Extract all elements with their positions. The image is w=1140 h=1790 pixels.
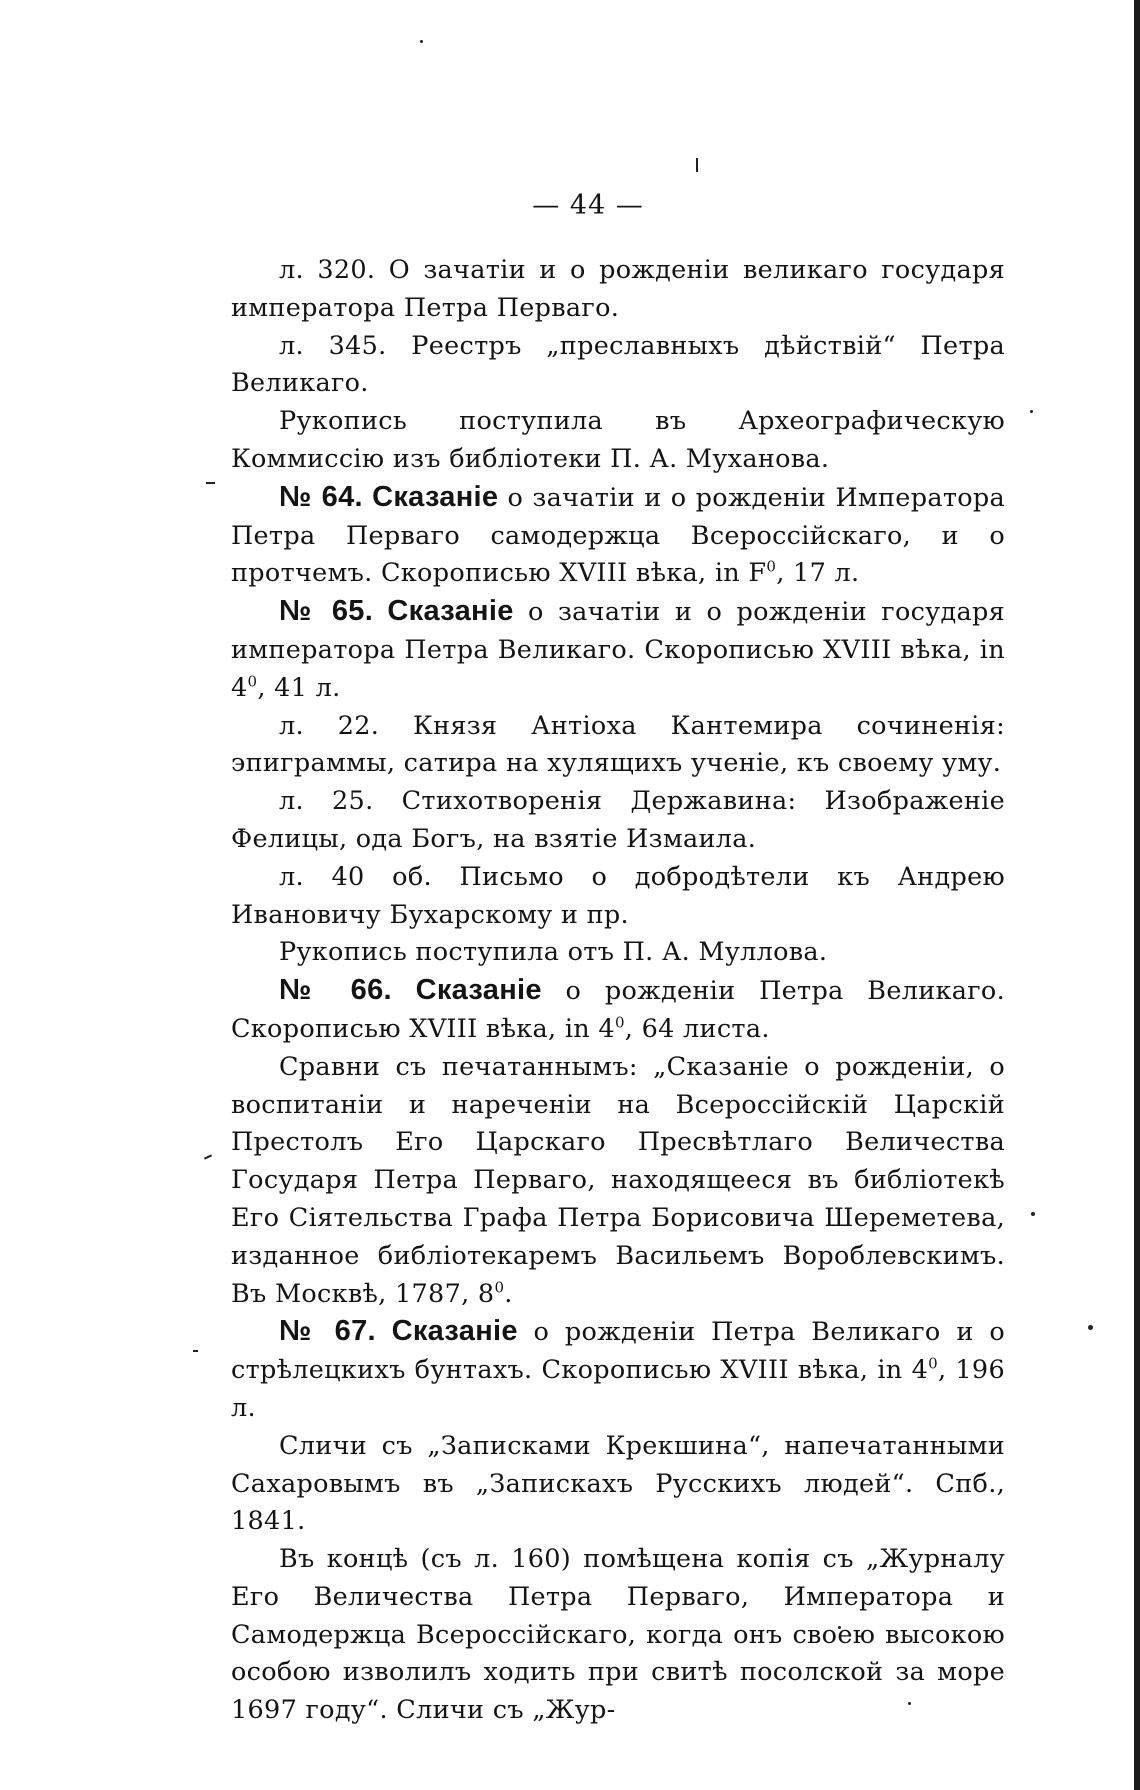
entry-number: № 67.	[279, 1315, 376, 1348]
scan-speck	[193, 1350, 198, 1352]
entry-paragraph	[231, 934, 1005, 972]
scan-speck	[204, 1154, 212, 1159]
catalog-entry-66	[231, 972, 1005, 1049]
paragraph-text: л. 40 об. Письмо о добродѣтели къ Андрею Ивановичу Бухарскому и пр.	[231, 861, 1005, 930]
paragraph-text: Рукопись поступила отъ П. А. Муллова.	[279, 937, 828, 968]
catalog-entry-65	[231, 593, 1005, 707]
degree-superscript: 0	[494, 1278, 505, 1297]
paragraph-text: л. 345. Реестръ „преславныхъ дѣйствій“ Петра Великаго.	[231, 330, 1005, 399]
paragraph-text: л. 22. Князя Антіоха Кантемира сочиненія: эпиграммы, сатира на хулящихъ ученіе, къ своему уму.	[231, 710, 1005, 779]
entry-paragraph	[231, 859, 1005, 935]
scan-edge	[1134, 0, 1140, 1790]
paragraph-tail: , 17 л.	[776, 558, 860, 589]
scan-speck	[696, 158, 698, 172]
scan-speck	[1031, 1212, 1035, 1216]
entry-number: № 64.	[279, 480, 363, 513]
entry-number: № 65.	[279, 595, 374, 628]
paragraph-text: л. 320. О зачатіи и о рожденіи великаго государя императора Петра Перваго.	[231, 255, 1005, 323]
paragraph-text: Въ концѣ (съ л. 160) помѣщена копія съ „Журналу Его Величества Петра Перваго, Императора и Самодержца Всероссійскаго, когда онъ своею высокою особою изволилъ ходить при свитѣ посолской за море 1697 году“. Сличи съ „Жур-	[231, 1544, 1005, 1726]
paragraph-tail: , 196 л.	[231, 1355, 1005, 1423]
catalog-entry-64	[231, 479, 1005, 593]
entry-paragraph	[231, 328, 1005, 404]
entry-title: Сказаніе	[415, 974, 542, 1007]
degree-superscript: 0	[614, 1013, 625, 1032]
paragraph-text: Рукопись поступила въ Археографическую Коммиссію изъ библіотеки П. А. Муханова.	[231, 406, 1005, 474]
entry-number: № 66.	[279, 974, 392, 1007]
scan-speck	[420, 40, 423, 43]
degree-superscript: 0	[766, 557, 777, 576]
paragraph-text: о рожденіи Петра Великаго. Скорописью XVIII вѣка, in 4	[231, 976, 1005, 1044]
entry-paragraph	[231, 1428, 1005, 1541]
entry-title: Сказаніе	[372, 480, 499, 513]
entry-paragraph	[231, 403, 1005, 479]
entry-paragraph	[231, 1541, 1005, 1730]
paragraph-text: о зачатіи и о рожденіи Императора Петра Перваго самодержца Всероссійскаго, и о протчемъ. Скорописью XVIII вѣка, in F	[231, 482, 1006, 589]
scan-speck	[1088, 1325, 1093, 1330]
entry-paragraph	[231, 708, 1005, 784]
scan-speck	[206, 482, 215, 484]
page-body	[231, 252, 1005, 1730]
catalog-entry-67	[231, 1313, 1005, 1427]
entry-paragraph	[231, 252, 1005, 328]
paragraph-text: Сравни съ печатаннымъ: „Сказаніе о рожденіи, о воспитаніи и нареченіи на Всероссійскій Царскій Престолъ Его Царскаго Пресвѣтлаго Величества Государя Петра Перваго, находящееся въ библіотекѣ Его Сіятельства Графа Петра Борисовича Шереметева, изданное библіотекаремъ Васильемъ Вороблевскимъ. Въ Москвѣ, 1787, 8	[231, 1051, 1005, 1309]
degree-superscript: 0	[247, 672, 258, 691]
paragraph-text: о зачатіи и о рожденіи государя императора Петра Великаго. Скорописью XVIII вѣка, in 4	[231, 597, 1005, 703]
scan-speck	[1030, 410, 1033, 413]
entry-paragraph	[231, 783, 1005, 859]
page-number: — 44 —	[532, 190, 644, 221]
paragraph-text: о рожденіи Петра Великаго и о стрѣлецкихъ бунтахъ. Скорописью XVIII вѣка, in 4	[231, 1317, 1006, 1386]
paragraph-text: л. 25. Стихотворенія Державина: Изображеніе Фелицы, ода Богъ, на взятіе Измаила.	[231, 786, 1005, 854]
paragraph-tail: .	[504, 1278, 513, 1309]
paragraph-tail: , 41 л.	[257, 672, 341, 703]
paragraph-tail: , 64 листа.	[624, 1013, 770, 1044]
entry-title: Сказаніе	[391, 1315, 518, 1348]
degree-superscript: 0	[928, 1354, 938, 1373]
paragraph-text: Сличи съ „Записками Крекшина“, напечатанными Сахаровымъ въ „Запискахъ Русскихъ людей“. Спб., 1841.	[231, 1430, 1005, 1537]
entry-title: Сказаніе	[387, 595, 514, 628]
entry-paragraph	[231, 1049, 1005, 1314]
